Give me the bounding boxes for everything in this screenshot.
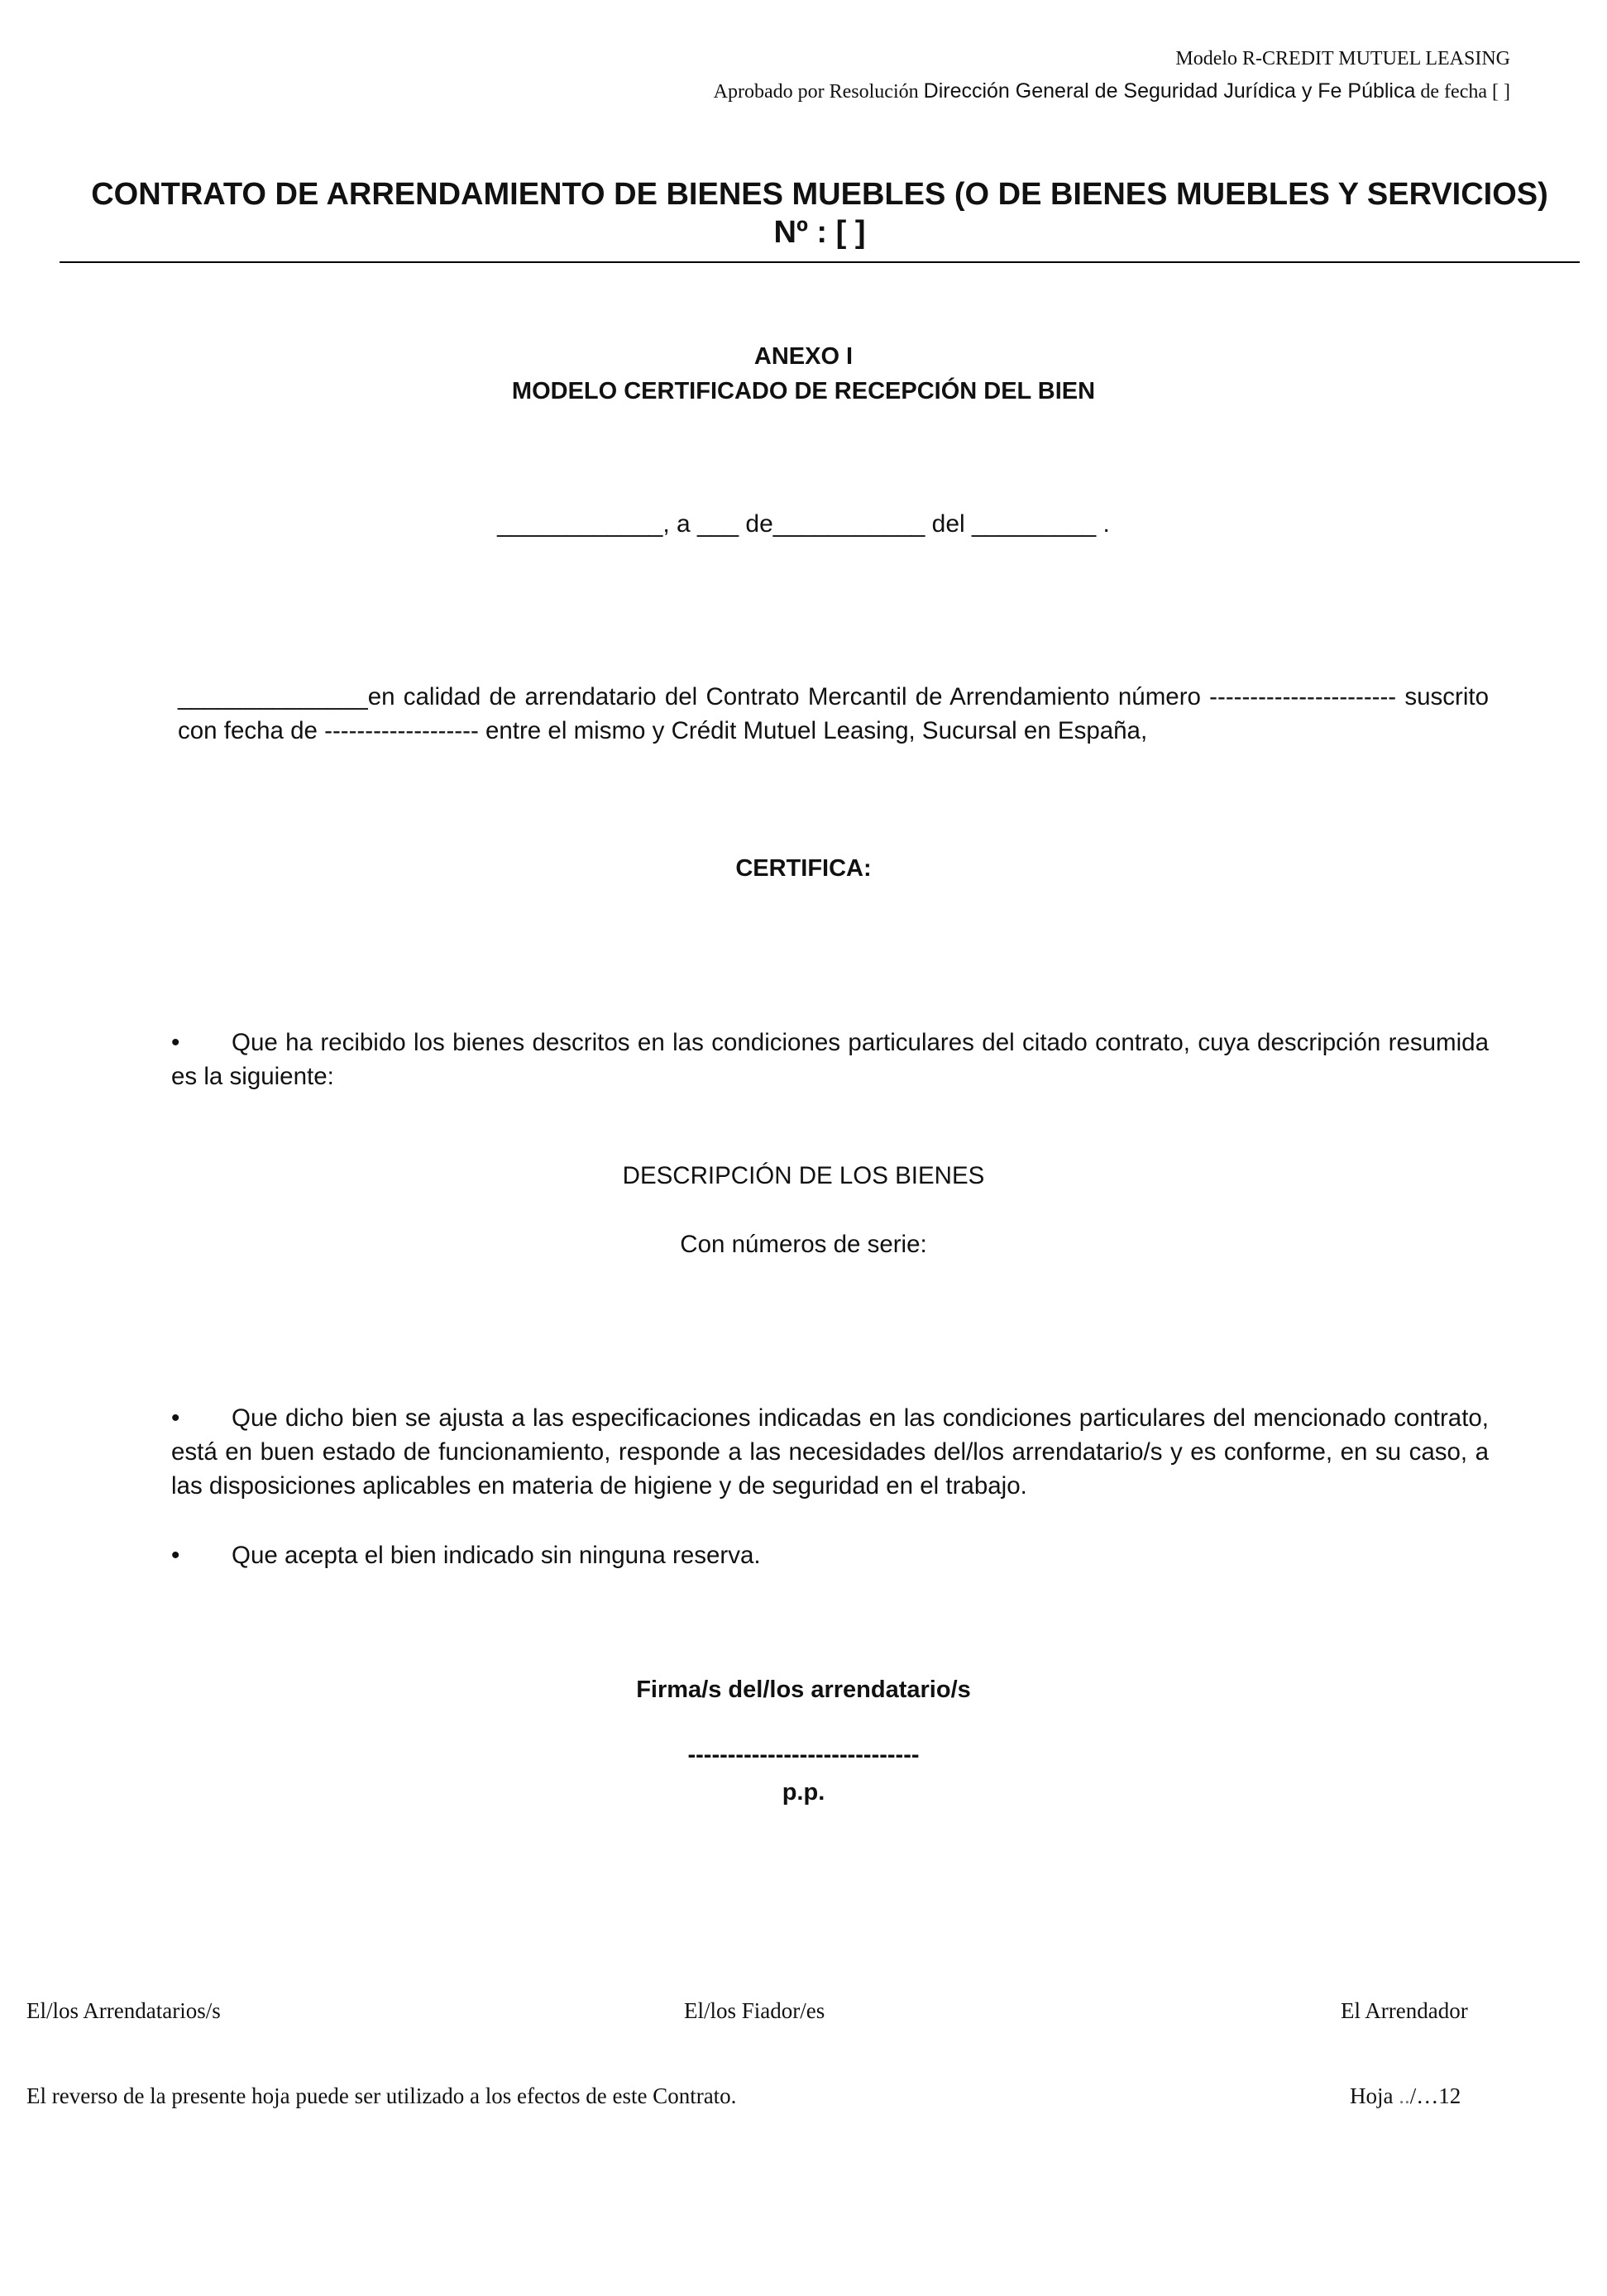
bullet-icon: • [171,1542,180,1569]
approval-authority: Dirección General de Seguridad Jurídica y Fe Pública [923,79,1416,103]
lessor-signature-label: El Arrendador [1341,1998,1468,2023]
lessees-signature-label: El/los Arrendatarios/s [26,1998,221,2023]
certifica-heading: CERTIFICA: [735,855,872,882]
certification-point [171,1401,1489,1503]
certification-point [171,1026,1489,1093]
serial-numbers-label: Con números de serie: [680,1231,927,1258]
header-model-label: Modelo R-CREDIT MUTUEL LEASING [1175,48,1510,69]
approval-prefix: Aprobado por Resolución [713,81,919,103]
guarantors-signature-label: El/los Fiador/es [684,1998,825,2023]
contract-title-line: CONTRATO DE ARRENDAMIENTO DE BIENES MUEBLES (O DE BIENES MUEBLES Y SERVICIOS) [91,177,1548,212]
annex-label: ANEXO I [753,343,854,370]
place-date-line: ____________, a ___ de___________ del _________ . [497,510,1110,538]
signature-label: Firma/s del/los arrendatario/s [636,1677,971,1703]
lessee-paragraph: ______________en calidad de arrendatario del Contrato Mercantil de Arrendamiento número ----------------------- suscrito con fecha de ------------------- entre el mismo y Crédit Mutuel Leasing, Sucursal en España, [178,683,1489,744]
title-divider [60,261,1580,263]
header-approval-line [714,79,1510,103]
point-conformity-text: Que dicho bien se ajusta a las especificaciones indicadas en las condiciones particulares del mencionado contrato, está en buen estado de funcionamiento, responde a las necesidades del/los arrendatario/s y es conforme, en su caso, a las disposiciones aplicables en materia de higiene y de seguridad en el trabajo. [171,1404,1489,1500]
page-counter [1350,2083,1461,2109]
signature-pp: p.p. [782,1779,825,1806]
certification-point [171,1538,1489,1572]
page-prefix: Hoja [1350,2083,1394,2108]
approval-suffix: de fecha [ ] [1420,81,1510,103]
bullet-icon: • [171,1404,180,1432]
signature-line: ----------------------------- [687,1742,920,1768]
page-total: /…12 [1409,2083,1461,2108]
point-received-text: Que ha recibido los bienes descritos en las condiciones particulares del citado contrato, cuya descripción resumida es la siguiente: [171,1029,1489,1090]
page-placeholder: .. [1399,2083,1410,2108]
annex-subtitle: MODELO CERTIFICADO DE RECEPCIÓN DEL BIEN [511,378,1096,404]
annex-heading [0,339,1607,409]
goods-description-title: DESCRIPCIÓN DE LOS BIENES [622,1162,985,1189]
bullet-icon: • [171,1029,180,1056]
contract-title [60,175,1580,251]
point-acceptance-text: Que acepta el bien indicado sin ninguna reserva. [232,1542,761,1569]
contract-number: Nº : [ ] [773,215,866,250]
reverse-note: El reverso de la presente hoja puede ser utilizado a los efectos de este Contrato. [26,2083,737,2108]
